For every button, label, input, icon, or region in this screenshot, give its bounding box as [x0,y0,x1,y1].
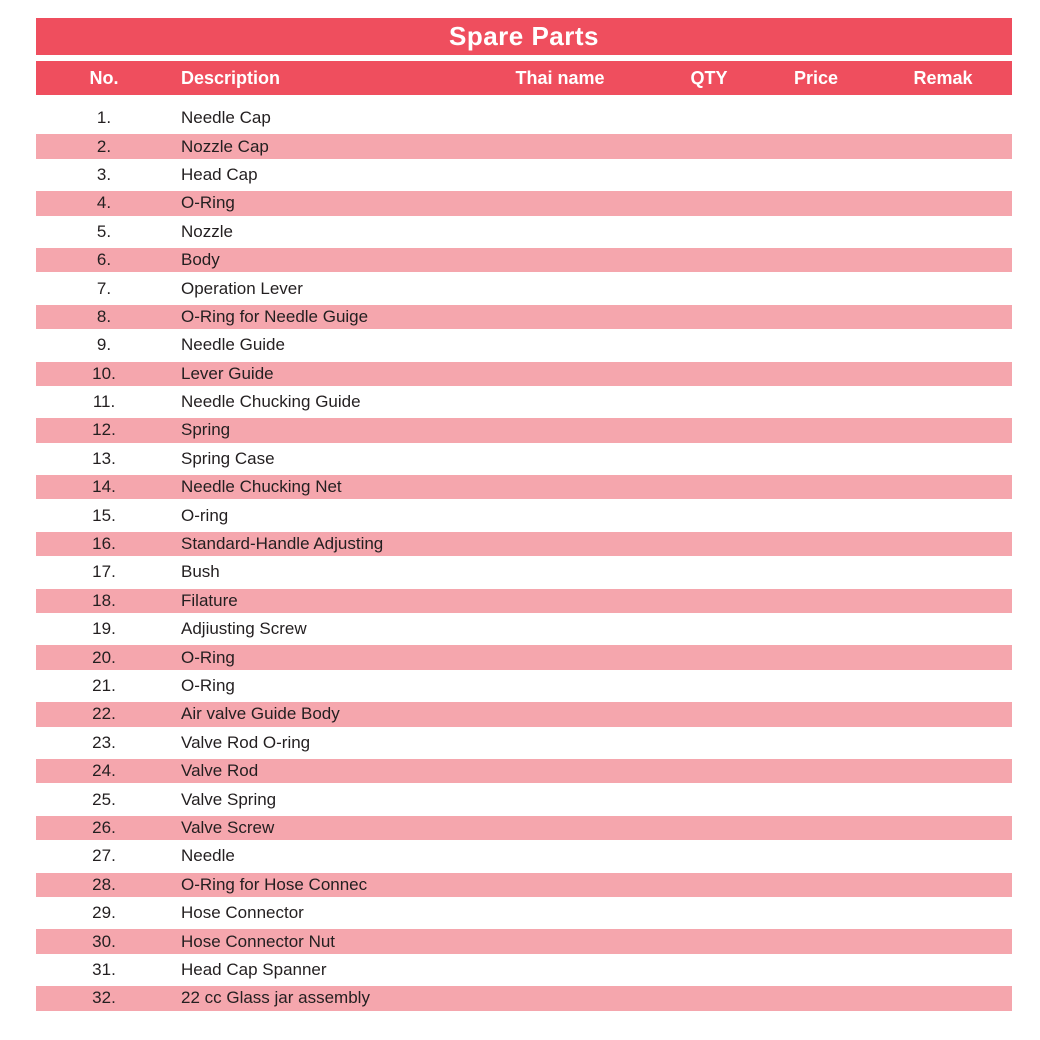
table-row [36,331,1012,359]
row-description: Valve Screw [181,817,275,837]
row-description: Needle Chucking Guide [181,392,361,412]
row-description: Needle Guide [181,335,285,355]
table-row [36,360,1012,388]
table-row [36,984,1012,1012]
row-number: 8. [96,306,112,326]
table-header-row [36,61,1012,95]
table-row [36,785,1012,813]
row-number: 10. [92,363,116,383]
row-description: Lever Guide [181,363,274,383]
row-number: 15. [92,505,116,525]
column-header-price: Price [793,67,839,88]
row-number: 30. [92,931,116,951]
row-number: 14. [92,477,116,497]
row-number: 27. [92,846,116,866]
row-description: Spring [181,420,231,440]
table-row [36,871,1012,899]
row-description: Operation Lever [181,278,303,298]
row-number: 32. [92,988,116,1008]
table-row [36,189,1012,217]
row-number: 26. [92,817,116,837]
column-header-qty: QTY [690,67,728,88]
row-description: Standard-Handle Adjusting [181,534,384,554]
row-description: O-Ring for Hose Connec [181,874,368,894]
row-description: Head Cap Spanner [181,959,327,979]
row-number: 3. [96,164,112,184]
row-number: 11. [92,392,116,412]
row-number: 5. [96,221,112,241]
table-row [36,842,1012,870]
table-row [36,729,1012,757]
row-number: 22. [92,704,116,724]
row-description: Needle Chucking Net [181,477,342,497]
table-row [36,700,1012,728]
column-header-remark: Remak [913,67,973,88]
table-row [36,757,1012,785]
table-row [36,104,1012,132]
row-description: Nozzle [181,221,233,241]
row-number: 12. [92,420,116,440]
table-body [36,104,1012,1013]
table-row [36,132,1012,160]
row-number: 13. [92,448,116,468]
table-row [36,501,1012,529]
row-description: Filature [181,590,238,610]
row-description: Adjiusting Screw [181,619,307,639]
row-number: 28. [92,874,116,894]
column-header-description: Description [181,67,281,88]
table-title: Spare Parts [448,21,600,51]
row-description: Needle [181,846,235,866]
table-row [36,643,1012,671]
row-number: 31. [92,959,116,979]
row-description: Body [181,250,220,270]
row-description: Needle Cap [181,108,271,128]
row-number: 19. [92,619,116,639]
row-number: 24. [92,761,116,781]
row-number: 7. [96,278,112,298]
table-row [36,558,1012,586]
row-number: 1. [96,108,112,128]
row-description: Valve Spring [181,789,277,809]
table-row [36,530,1012,558]
row-number: 6. [96,250,112,270]
column-header-thai-name: Thai name [515,67,605,88]
row-number: 16. [92,534,116,554]
row-description: O-ring [181,505,229,525]
row-description: Head Cap [181,164,258,184]
table-row [36,615,1012,643]
table-row [36,445,1012,473]
row-number: 18. [92,590,116,610]
row-number: 23. [92,732,116,752]
table-row [36,672,1012,700]
table-row [36,388,1012,416]
table-row [36,218,1012,246]
row-description: Valve Rod [181,761,259,781]
row-description: O-Ring [181,676,235,695]
table-row [36,473,1012,501]
row-number: 4. [96,193,112,213]
row-number: 25. [92,789,116,809]
table-row [36,246,1012,274]
row-description: Hose Connector [181,903,304,923]
row-description: Valve Rod O-ring [181,732,311,752]
table-row [36,274,1012,302]
table-row [36,587,1012,615]
row-description: Spring Case [181,448,275,468]
row-number: 9. [96,335,112,355]
table-row [36,956,1012,984]
row-description: Air valve Guide Body [181,704,340,724]
row-description: Hose Connector Nut [181,931,336,951]
table-row [36,161,1012,189]
table-row [36,814,1012,842]
row-number: 2. [96,136,112,156]
row-number: 17. [92,562,116,582]
table-row [36,927,1012,955]
row-description: O-Ring for Needle Guige [181,306,369,326]
row-description: O-Ring [181,647,235,667]
table-title-bar [36,18,1012,55]
table-row [36,416,1012,444]
row-description: 22 cc Glass jar assembly [181,988,370,1008]
column-header-no: No. [89,67,119,88]
row-description: Nozzle Cap [181,136,269,156]
row-number: 20. [92,647,116,667]
table-row [36,303,1012,331]
row-number: 29. [92,903,116,923]
row-description: Bush [181,562,220,582]
row-description: O-Ring [181,193,235,213]
table-row [36,899,1012,927]
row-number: 21. [92,676,116,695]
